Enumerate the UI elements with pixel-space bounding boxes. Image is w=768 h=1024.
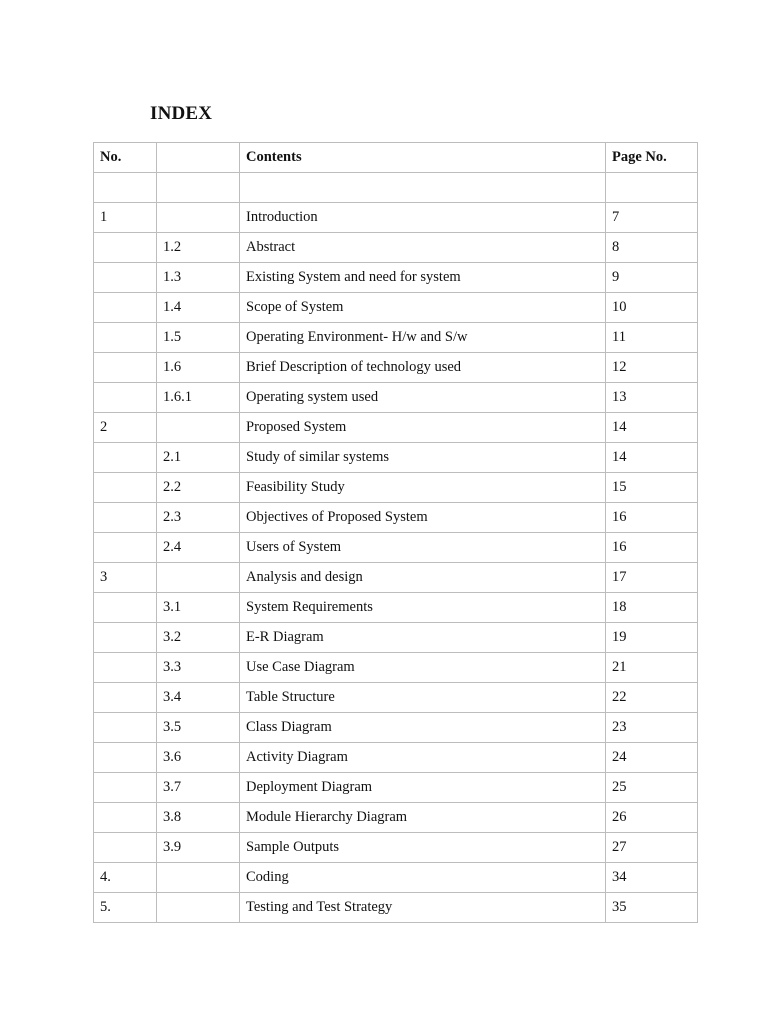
cell-contents: Introduction [240,203,606,233]
cell-contents: Scope of System [240,293,606,323]
cell-page: 13 [606,383,698,413]
cell-contents: Abstract [240,233,606,263]
cell-no [94,233,157,263]
cell-page: 26 [606,803,698,833]
table-row [94,893,698,923]
cell-no: 3 [94,563,157,593]
cell-subsection: 1.2 [157,233,240,263]
cell-subsection: 2.2 [157,473,240,503]
cell-no [94,323,157,353]
cell-page: 8 [606,233,698,263]
cell-contents: Users of System [240,533,606,563]
cell-no [94,293,157,323]
cell-no [94,533,157,563]
table-row [94,383,698,413]
cell-subsection: 1.5 [157,323,240,353]
cell-no [94,683,157,713]
table-row [94,263,698,293]
table-row [94,653,698,683]
cell-contents: Table Structure [240,683,606,713]
cell-subsection: 2.3 [157,503,240,533]
table-row [94,443,698,473]
cell-contents: Class Diagram [240,713,606,743]
cell-no [94,773,157,803]
cell-no [94,173,157,203]
cell-page: 11 [606,323,698,353]
table-row [94,803,698,833]
table-row [94,503,698,533]
cell-subsection: 1.6.1 [157,383,240,413]
cell-page [606,173,698,203]
cell-subsection: 3.1 [157,593,240,623]
cell-page: 18 [606,593,698,623]
table-header [94,143,698,173]
table-row [94,533,698,563]
cell-page: 17 [606,563,698,593]
cell-no [94,503,157,533]
cell-contents: System Requirements [240,593,606,623]
table-row [94,473,698,503]
cell-subsection: 1.3 [157,263,240,293]
header-contents: Contents [240,143,606,173]
header-page: Page No. [606,143,698,173]
cell-page: 21 [606,653,698,683]
cell-subsection [157,413,240,443]
cell-page: 15 [606,473,698,503]
cell-subsection [157,203,240,233]
cell-contents: Testing and Test Strategy [240,893,606,923]
cell-no [94,713,157,743]
table-row [94,713,698,743]
cell-contents: Activity Diagram [240,743,606,773]
table-row [94,323,698,353]
cell-page: 24 [606,743,698,773]
cell-page: 27 [606,833,698,863]
cell-no [94,833,157,863]
cell-page: 35 [606,893,698,923]
cell-no [94,653,157,683]
cell-subsection [157,893,240,923]
cell-contents: Proposed System [240,413,606,443]
cell-page: 25 [606,773,698,803]
cell-subsection: 3.7 [157,773,240,803]
cell-contents: Study of similar systems [240,443,606,473]
cell-no: 2 [94,413,157,443]
cell-no [94,593,157,623]
cell-subsection: 3.8 [157,803,240,833]
table-row [94,563,698,593]
cell-subsection: 2.4 [157,533,240,563]
cell-subsection [157,863,240,893]
cell-page: 16 [606,503,698,533]
cell-subsection: 3.6 [157,743,240,773]
cell-contents: Operating system used [240,383,606,413]
table-row [94,833,698,863]
table-row [94,353,698,383]
cell-contents: Module Hierarchy Diagram [240,803,606,833]
cell-contents: Feasibility Study [240,473,606,503]
cell-no: 4. [94,863,157,893]
cell-no [94,263,157,293]
cell-page: 34 [606,863,698,893]
cell-subsection: 1.4 [157,293,240,323]
cell-page: 19 [606,623,698,653]
table-row [94,863,698,893]
cell-contents: Coding [240,863,606,893]
cell-page: 9 [606,263,698,293]
index-table [93,142,698,923]
header-sub [157,143,240,173]
cell-no [94,353,157,383]
table-row [94,683,698,713]
cell-page: 10 [606,293,698,323]
cell-subsection [157,563,240,593]
table-row [94,203,698,233]
cell-subsection: 3.3 [157,653,240,683]
table-body [94,173,698,923]
table-row [94,173,698,203]
cell-contents: Existing System and need for system [240,263,606,293]
cell-no [94,383,157,413]
cell-subsection: 3.2 [157,623,240,653]
cell-no: 1 [94,203,157,233]
cell-no [94,803,157,833]
table-row [94,743,698,773]
cell-contents: Use Case Diagram [240,653,606,683]
cell-subsection [157,173,240,203]
cell-page: 7 [606,203,698,233]
cell-contents: Operating Environment- H/w and S/w [240,323,606,353]
header-no: No. [94,143,157,173]
cell-contents [240,173,606,203]
cell-page: 12 [606,353,698,383]
header-row [94,143,698,173]
cell-contents: Sample Outputs [240,833,606,863]
cell-no [94,743,157,773]
cell-no [94,443,157,473]
table-row [94,773,698,803]
cell-contents: Deployment Diagram [240,773,606,803]
cell-contents: Objectives of Proposed System [240,503,606,533]
cell-subsection: 2.1 [157,443,240,473]
cell-subsection: 3.9 [157,833,240,863]
cell-contents: Brief Description of technology used [240,353,606,383]
cell-page: 16 [606,533,698,563]
cell-subsection: 1.6 [157,353,240,383]
cell-no [94,623,157,653]
page-title: INDEX [150,103,213,124]
table-row [94,233,698,263]
table-row [94,293,698,323]
cell-subsection: 3.4 [157,683,240,713]
table-row [94,623,698,653]
cell-no [94,473,157,503]
cell-contents: Analysis and design [240,563,606,593]
table-row [94,413,698,443]
cell-page: 14 [606,413,698,443]
cell-subsection: 3.5 [157,713,240,743]
cell-contents: E-R Diagram [240,623,606,653]
cell-page: 14 [606,443,698,473]
cell-page: 23 [606,713,698,743]
cell-no: 5. [94,893,157,923]
cell-page: 22 [606,683,698,713]
table-row [94,593,698,623]
